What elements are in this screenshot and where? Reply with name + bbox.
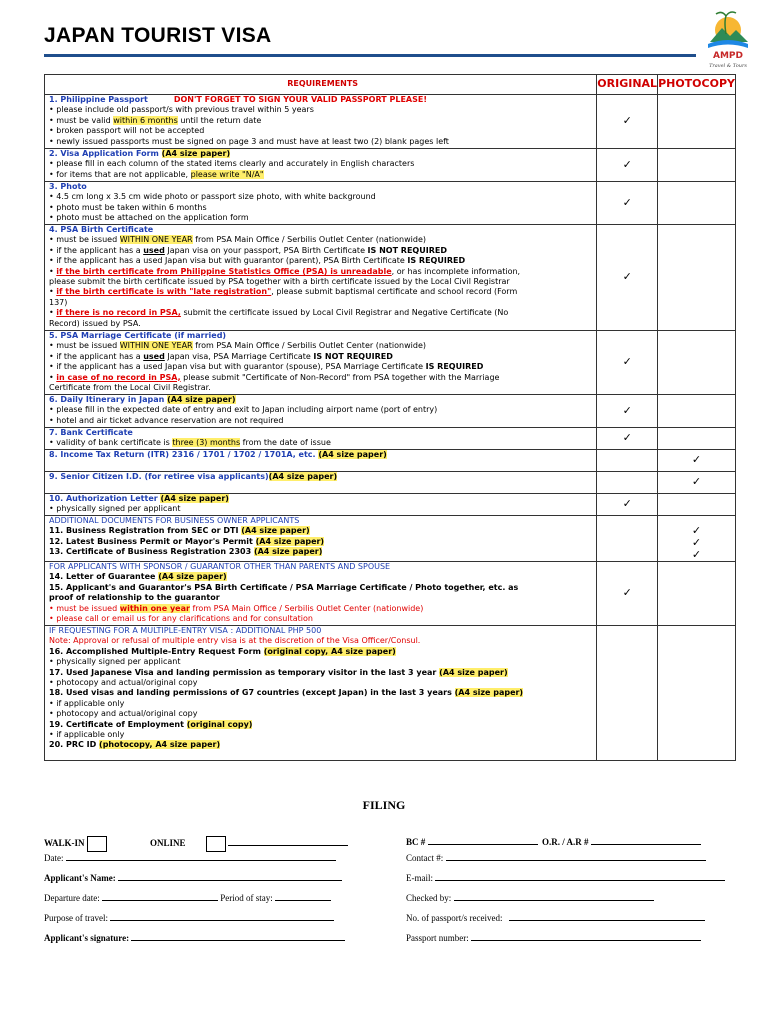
table-row	[45, 182, 736, 225]
photocopy-cell	[658, 428, 736, 450]
list-item: 18. Used visas and landing permissions of G7 countries (except Japan) in the last 3 years (A4 size paper)	[49, 688, 524, 698]
original-cell	[597, 626, 658, 761]
photocopy-check: ✓	[658, 450, 736, 472]
photocopy-cell	[658, 182, 736, 225]
req-3-title: 3. Photo	[49, 182, 87, 191]
list-item: • photo must be taken within 6 months	[49, 202, 207, 212]
list-item: 19. Certificate of Employment (original copy)	[49, 719, 253, 729]
table-row: 2. Visa Application Form (A4 size paper) • please fill in each column of the stated items clearly and accurately in English characters • for items that are not applicable, please write "N/A" ✓	[45, 149, 736, 182]
logo-subtext: Travel & Tours	[709, 63, 747, 69]
original-check: ✓	[597, 95, 658, 149]
list-item: • for items that are not applicable, please write "N/A"	[49, 169, 264, 179]
header-photocopy: PHOTOCOPY	[658, 75, 736, 95]
original-check: ✓	[597, 149, 658, 182]
req-10-title: 10. Authorization Letter	[49, 494, 161, 503]
online-checkbox[interactable]	[206, 836, 226, 852]
list-item: • must be issued within one year from PSA Main Office / Serbilis Outlet Center (nationwide)	[49, 603, 424, 613]
list-item: 17. Used Japanese Visa and landing permission as temporary visitor in the last 3 year (A4 size paper)	[49, 667, 508, 677]
bc-field[interactable]: BC # O.R. / A.R #	[406, 836, 701, 847]
table-row: FOR APPLICANTS WITH SPONSOR / GUARANTOR OTHER THAN PARENTS AND SPOUSE 14. Letter of Guarantee (A4 size paper) 15. Applicant's and Guarantor's PSA Birth Certificate / PSA Marriage Certificate / Photo together, etc. as proof of relationship to the guarantor • must be issued within one year from PSA Main Office / Serbilis Outlet Center (nationwide) • please call or email us for any clarifications and for consultation ✓	[45, 562, 736, 626]
original-check: ✓	[597, 182, 658, 225]
sponsor-heading: FOR APPLICANTS WITH SPONSOR / GUARANTOR OTHER THAN PARENTS AND SPOUSE	[49, 562, 391, 571]
contact-field[interactable]: Contact #:	[406, 852, 706, 863]
list-item: • please include old passport/s with previous travel within 5 years	[49, 105, 314, 115]
photocopy-cell	[658, 494, 736, 516]
table-row	[45, 516, 736, 562]
list-item: • please fill in the expected date of entry and exit to Japan including airport name (port of entry)	[49, 405, 438, 415]
passports-received-field[interactable]: No. of passport/s received:	[406, 912, 705, 923]
photocopy-cell	[658, 562, 736, 626]
original-check: ✓	[597, 494, 658, 516]
req-8-title: 8. Income Tax Return (ITR) 2316 / 1701 / 1702 / 1701A, etc.	[49, 450, 319, 459]
photocopy-cell	[658, 395, 736, 428]
photocopy-check: ✓	[658, 472, 736, 494]
table-row: 9. Senior Citizen I.D. (for retiree visa applicants)(A4 size paper) ✓	[45, 472, 736, 494]
list-item: 14. Letter of Guarantee (A4 size paper)	[49, 572, 227, 582]
email-field[interactable]: E-mail:	[406, 872, 725, 883]
list-item: 11. Business Registration from SEC or DTI (A4 size paper)	[49, 526, 310, 536]
list-item: • 4.5 cm long x 3.5 cm wide photo or passport size photo, with white background	[49, 192, 376, 202]
passport-number-field[interactable]: Passport number:	[406, 932, 701, 943]
online-field[interactable]	[228, 837, 348, 846]
table-row: 4. PSA Birth Certificate • must be issued WITHIN ONE YEAR from PSA Main Office / Serbilis Outlet Center (nationwide) • if the applicant has a used Japan visa on your passport, PSA Birth Certificate IS NOT REQUIRED • if the applicant has a used Japan visa but with guarantor (parent), PSA Birth Certificate IS REQUIRED • if the birth certificate from Philippine Statistics Office (PSA) is unreadable, or has incomplete information, please submit the birth certificate issued by PSA together with a birth certificate issued by the Local Civil Registrar • if the birth certificate is with "late registration", please submit baptismal certificate and school record (Form 137) • if there is no record in PSA, submit the certificate issued by Local Civil Registrar and Negative Certificate (No Record) issued by PSA. ✓	[45, 225, 736, 331]
filing-title: FILING	[362, 798, 406, 812]
list-item: • must be issued WITHIN ONE YEAR from PSA Main Office / Serbilis Outlet Center (nationwide)	[49, 341, 426, 351]
original-cell	[597, 472, 658, 494]
req-5-title: 5. PSA Marriage Certificate (if married)	[49, 331, 227, 340]
walk-in-checkbox[interactable]	[87, 836, 107, 852]
header-original: ORIGINAL	[597, 75, 658, 95]
original-check: ✓	[597, 225, 658, 331]
list-item: • hotel and air ticket advance reservation are not required	[49, 415, 284, 425]
list-item: • if the applicant has a used Japan visa on your passport, PSA Birth Certificate IS NOT REQUIRED	[49, 245, 447, 255]
list-item: 15. Applicant's and Guarantor's PSA Birth Certificate / PSA Marriage Certificate / Photo together, etc. as	[49, 582, 519, 592]
company-logo	[702, 8, 754, 72]
list-item: • physically signed per applicant	[49, 504, 181, 514]
list-item: • must be issued WITHIN ONE YEAR from PSA Main Office / Serbilis Outlet Center (nationwide)	[49, 235, 426, 245]
logo-text: AMPD	[713, 51, 743, 61]
photocopy-checks	[658, 516, 736, 562]
list-item: 13. Certificate of Business Registration 2303 (A4 size paper)	[49, 547, 323, 557]
original-cell	[597, 450, 658, 472]
list-item: • broken passport will not be accepted	[49, 126, 205, 136]
list-item: • validity of bank certificate is three (3) months from the date of issue	[49, 438, 331, 448]
list-item: • must be valid within 6 months until the return date	[49, 115, 262, 125]
checked-by-field[interactable]: Checked by:	[406, 892, 654, 903]
list-item: • in case of no record in PSA, please submit "Certificate of Non-Record" from PSA together with the Marriage	[49, 372, 500, 382]
table-row	[45, 95, 736, 149]
list-item: • please fill in each column of the stated items clearly and accurately in English characters	[49, 159, 415, 169]
list-item: 12. Latest Business Permit or Mayor's Permit (A4 size paper)	[49, 536, 325, 546]
title-underline	[44, 54, 696, 57]
list-item: • photo must be attached on the application form	[49, 213, 249, 223]
page-title: JAPAN TOURIST VISA	[44, 24, 272, 47]
header-requirements: REQUIREMENTS	[45, 75, 597, 95]
list-item: • if the applicant has a used Japan visa but with guarantor (spouse), PSA Marriage Certificate IS REQUIRED	[49, 362, 484, 372]
original-cell	[597, 516, 658, 562]
list-item: • if the applicant has a used Japan visa, PSA Marriage Certificate IS NOT REQUIRED	[49, 351, 393, 361]
photocopy-check: ✓	[691, 524, 702, 537]
original-check: ✓	[597, 562, 658, 626]
photocopy-cell	[658, 149, 736, 182]
list-item: 16. Accomplished Multiple-Entry Request Form (original copy, A4 size paper)	[49, 646, 396, 656]
purpose-field[interactable]: Purpose of travel:	[44, 912, 334, 923]
req-7-title: 7. Bank Certificate	[49, 428, 133, 437]
list-item: • if the birth certificate is with "late registration", please submit baptismal certificate and school record (Form	[49, 287, 518, 297]
photocopy-check: ✓	[691, 548, 702, 561]
list-item: • please call or email us for any clarifications and for consultation	[49, 614, 313, 624]
applicant-name-field[interactable]: Applicant's Name:	[44, 872, 342, 883]
passport-sign-warning: DON'T FORGET TO SIGN YOUR VALID PASSPORT PLEASE!	[173, 95, 427, 104]
list-item: • newly issued passports must be signed on page 3 and must have at least two (2) blank pages left	[49, 136, 449, 146]
signature-field[interactable]: Applicant's signature:	[44, 932, 345, 943]
date-field[interactable]: Date:	[44, 852, 336, 863]
req-6-title: 6. Daily Itinerary in Japan	[49, 395, 168, 404]
table-row: IF REQUESTING FOR A MULTIPLE-ENTRY VISA : ADDITIONAL PHP 500 Note: Approval or refusal of multiple entry visa is at the discretion of the Visa Officer/Consul. 16. Accomplished Multiple-Entry Request Form (original copy, A4 size paper) • physically signed per applicant 17. Used Japanese Visa and landing permission as temporary visitor in the last 3 year (A4 size paper) • photocopy and actual/original copy 18. Used visas and landing permissions of G7 countries (except Japan) in the last 3 years (A4 size paper) • if applicable only • photocopy and actual/original copy 19. Certificate of Employment (original copy) • if applicable only 20. PRC ID (photocopy, A4 size paper)	[45, 626, 736, 761]
photocopy-check: ✓	[691, 536, 702, 549]
original-check: ✓	[597, 428, 658, 450]
multiple-entry-heading: IF REQUESTING FOR A MULTIPLE-ENTRY VISA : ADDITIONAL PHP 500	[49, 626, 322, 635]
business-owner-heading: ADDITIONAL DOCUMENTS FOR BUSINESS OWNER APPLICANTS	[49, 516, 300, 525]
table-row: 6. Daily Itinerary in Japan (A4 size paper) • please fill in the expected date of entry and exit to Japan including airport name (port of entry) • hotel and air ticket advance reservation are not required ✓	[45, 395, 736, 428]
requirements-table	[44, 74, 736, 761]
list-item: • if the birth certificate from Philippine Statistics Office (PSA) is unreadable, or has incomplete information,	[49, 266, 521, 276]
table-header-row	[45, 75, 736, 95]
photocopy-cell	[658, 95, 736, 149]
table-row: 10. Authorization Letter (A4 size paper) • physically signed per applicant ✓	[45, 494, 736, 516]
multiple-entry-note: Note: Approval or refusal of multiple entry visa is at the discretion of the Visa Officer/Consul.	[49, 636, 421, 646]
list-item: • if the applicant has a used Japan visa but with guarantor (parent), PSA Birth Certificate IS REQUIRED	[49, 256, 466, 266]
table-row	[45, 428, 736, 450]
table-row: 5. PSA Marriage Certificate (if married) • must be issued WITHIN ONE YEAR from PSA Main Office / Serbilis Outlet Center (nationwide) • if the applicant has a used Japan visa, PSA Marriage Certificate IS NOT REQUIRED • if the applicant has a used Japan visa but with guarantor (spouse), PSA Marriage Certificate IS REQUIRED • in case of no record in PSA, please submit "Certificate of Non-Record" from PSA together with the Marriage Certificate from the Local Civil Registrar. ✓	[45, 331, 736, 395]
list-item: • if there is no record in PSA, submit the certificate issued by Local Civil Registrar and Negative Certificate (No	[49, 308, 509, 318]
original-check: ✓	[597, 395, 658, 428]
walk-in-option[interactable]: WALK-IN	[44, 836, 107, 852]
departure-date-field[interactable]: Departure date: Period of stay:	[44, 892, 331, 903]
list-item: 20. PRC ID (photocopy, A4 size paper)	[49, 740, 221, 750]
req-2-title: 2. Visa Application Form	[49, 149, 162, 158]
req-4-title: 4. PSA Birth Certificate	[49, 225, 154, 234]
photocopy-cell	[658, 626, 736, 761]
photocopy-cell	[658, 331, 736, 395]
photocopy-cell	[658, 225, 736, 331]
table-row: 8. Income Tax Return (ITR) 2316 / 1701 / 1702 / 1701A, etc. (A4 size paper) ✓	[45, 450, 736, 472]
original-check: ✓	[597, 331, 658, 395]
req-1-title: 1. Philippine Passport	[49, 95, 148, 104]
req-9-title: 9. Senior Citizen I.D. (for retiree visa applicants)	[49, 472, 269, 481]
online-option[interactable]: ONLINE	[150, 836, 348, 852]
